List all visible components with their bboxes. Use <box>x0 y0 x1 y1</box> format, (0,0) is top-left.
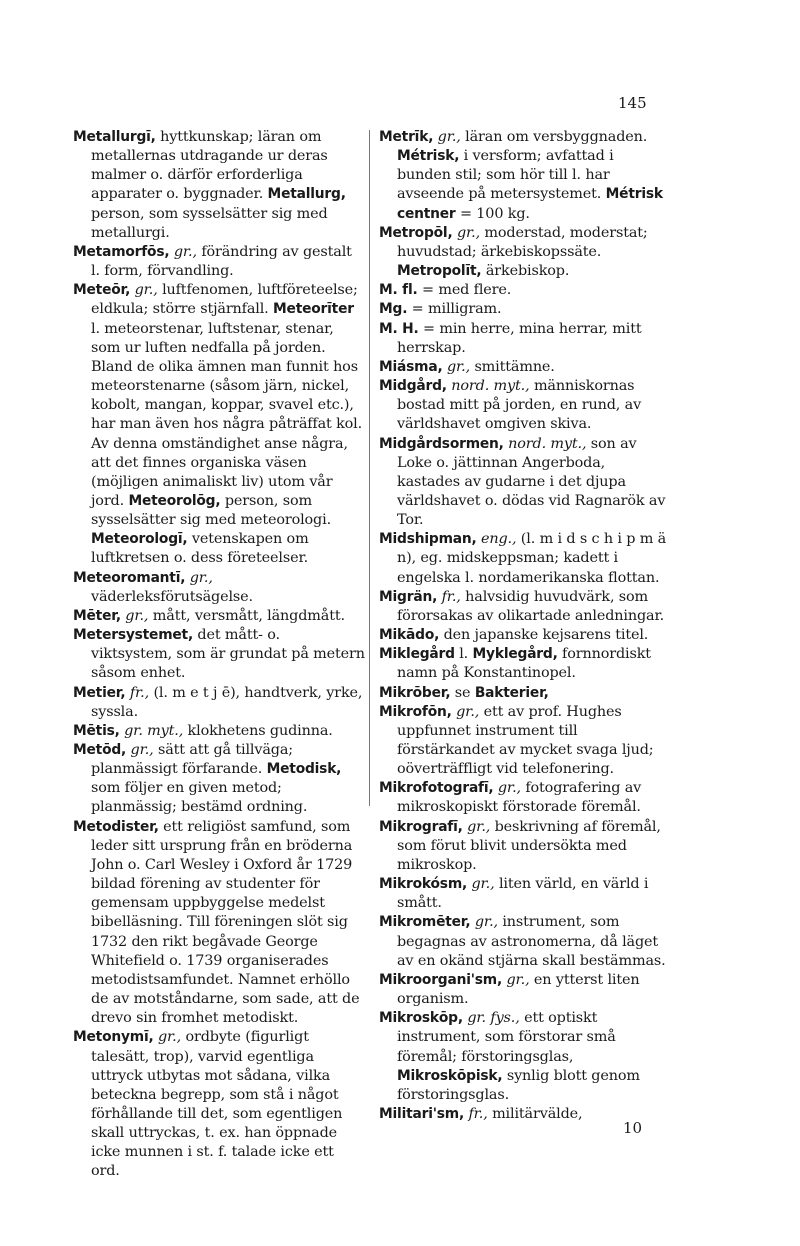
entry-subheadword: Bakterier, <box>474 684 549 701</box>
dictionary-entry <box>379 875 669 913</box>
dictionary-entry <box>73 281 365 568</box>
dictionary-entry <box>379 1009 669 1105</box>
dictionary-entry <box>379 626 669 645</box>
entry-headword: Mikrokósm, <box>379 876 468 893</box>
dictionary-entry <box>73 243 365 281</box>
entry-headword: M. H. <box>379 320 419 337</box>
dictionary-entry <box>73 1028 365 1181</box>
dictionary-entry <box>379 224 669 281</box>
entry-subdefinition: person, som sysselsätter sig med meteorologi. <box>91 492 332 529</box>
dictionary-entry <box>73 818 365 1029</box>
entry-definition: läran om versbyggnaden. <box>460 129 648 145</box>
dictionary-entry <box>73 569 365 607</box>
entry-subheadword: Mikroskōpisk, <box>397 1067 503 1084</box>
entry-origin: gr., <box>125 607 149 624</box>
entry-origin: gr., <box>497 780 521 797</box>
entry-headword: M. fl. <box>379 282 418 299</box>
left-column <box>73 128 365 1182</box>
entry-definition: son av Loke o. jättinnan Angerboda, kastades av gudarne i det djupa världshavet o. dödas vid Ragnarök av Tor. <box>397 435 666 529</box>
entry-headword: Miklegård <box>379 646 455 663</box>
entry-definition: ordbyte (figurligt talesätt, trop), varvid egentliga uttryck utbytas mot sådana, vilka beteckna begrepp, som stå i något förhållande till det, som egentligen skall uttryckas, t. ex. han öppnade icke munnen i st. f. talade icke ett ord. <box>91 1029 343 1180</box>
entry-subheadword: Metallurg, <box>267 186 346 203</box>
entry-definition: l. <box>454 646 473 663</box>
entry-definition: = min herre, mina herrar, mitt herrskap. <box>397 320 642 356</box>
entry-origin: gr., <box>157 1029 182 1046</box>
entry-subdefinition: som följer en given metod; planmässig; bestämd ordning. <box>91 780 308 816</box>
entry-origin: gr., <box>134 282 158 299</box>
entry-headword: Migrän, <box>379 588 438 605</box>
entry-headword: Meteōr, <box>73 282 131 299</box>
entry-headword: Mg. <box>379 301 408 318</box>
entry-origin: gr. myt., <box>124 722 184 739</box>
dictionary-entry <box>379 971 669 1009</box>
entry-headword: Metallurgī, <box>73 129 156 145</box>
entry-subdefinition: synlig blott genom förstoringsglas. <box>397 1067 640 1103</box>
entry-headword: Metōd, <box>73 742 127 758</box>
entry-origin: gr., <box>467 818 491 835</box>
entry-origin: fr., <box>129 684 150 701</box>
entry-definition: moderstad, moderstat; huvudstad; ärkebiskopssäte. <box>397 224 648 260</box>
dictionary-entry <box>379 645 669 683</box>
dictionary-entry <box>379 358 669 377</box>
entry-origin: gr., <box>471 876 495 893</box>
entry-definition: ett optiskt instrument, som förstorar små föremål; förstoringsglas, <box>397 1010 616 1065</box>
dictionary-entry <box>73 607 365 626</box>
entry-headword: Metropōl, <box>379 224 453 241</box>
entry-origin: eng., <box>480 531 517 548</box>
entry-definition: halvsidig huvudvärk, som förorsakas av olikartade anledningar. <box>397 588 665 624</box>
entry-definition: = milligram. <box>407 301 502 318</box>
entry-headword: Midgård, <box>379 378 447 395</box>
entry-definition: klokhetens gudinna. <box>183 722 333 739</box>
entry-headword: Mikroorgani'sm, <box>379 971 502 988</box>
entry-headword: Metier, <box>73 684 126 701</box>
dictionary-entry <box>379 281 669 300</box>
entry-definition: förändring av gestalt l. form, förvandling. <box>91 243 352 280</box>
entry-definition: (l. m e t j ē), handtverk, yrke, syssla. <box>91 684 363 720</box>
dictionary-entry <box>73 128 365 243</box>
entry-origin: gr., <box>173 243 197 260</box>
entry-subheadword: Métrisk, <box>397 148 460 165</box>
entry-headword: Metamorfōs, <box>73 243 170 260</box>
entry-definition: hyttkunskap; läran om metallernas utdragande ur deras malmer o. därför erforderliga apparater o. byggnader. <box>91 129 328 203</box>
entry-origin: fr., <box>468 1105 488 1122</box>
entry-headword: Mikromēter, <box>379 914 471 931</box>
entry-definition: ett religiöst samfund, som leder sitt ursprung från en bröderna John o. Carl Wesley i Oxford år 1729 bildad förening av studenter för gemensam uppbyggelse medelst bibelläsning. Till föreningen slöt sig 1732 den rikt begåvade George Whitefield o. 1739 organiserades metodistsamfundet. Namnet erhöllo de av motståndarne, som sade, att de drevo sin fromhet metodiskt. <box>91 818 360 1027</box>
dictionary-entry <box>379 779 669 817</box>
entry-subheadword: Métrisk centner <box>397 186 663 222</box>
entry-definition: = med flere. <box>417 282 512 299</box>
entry-definition: en ytterst liten organism. <box>397 971 640 1008</box>
entry-headword: Metodister, <box>73 818 159 835</box>
entry-definition: den japanske kejsarens titel. <box>439 627 649 644</box>
entry-origin: gr., <box>130 742 154 758</box>
entry-headword: Mētis, <box>73 722 120 739</box>
entry-headword: Mikrografī, <box>379 818 463 835</box>
dictionary-entry <box>379 530 669 587</box>
entry-definition: (l. m i d s c h i p m ä n), eg. midskeppsman; kadett i engelska l. nordamerikanska flottan. <box>397 531 667 586</box>
entry-origin: fr., <box>441 588 461 605</box>
entry-definition: människornas bostad mitt på jorden, en rund, av världshavet omgiven skiva. <box>397 378 642 433</box>
entry-definition: liten värld, en värld i smått. <box>397 876 649 912</box>
entry-subdefinition: l. meteorstenar, luftstenar, stenar, som ur luften nedfalla på jorden. Bland de olika ämnen man funnit hos meteorstenarne (såsom järn, nickel, kobolt, mangan, koppar, svavel etc.), har man även hos några påträffat kol. Av denna omständighet anse några, att det finnes organiska väsen (möjligen animaliskt liv) utom vår jord. <box>91 320 363 509</box>
dictionary-entry <box>379 435 669 531</box>
entry-origin: nord. myt., <box>508 435 587 452</box>
dictionary-entry <box>379 588 669 626</box>
entry-subdefinition: i versform; avfattad i bunden stil; som hör till l. har avseende på metersystemet. <box>397 148 614 203</box>
dictionary-entry <box>379 128 669 224</box>
entry-headword: Midgårdsormen, <box>379 435 504 452</box>
entry-headword: Mikrofotografī, <box>379 780 494 797</box>
dictionary-entry <box>73 741 365 818</box>
entry-origin: gr., <box>474 914 498 931</box>
dictionary-entry <box>379 818 669 875</box>
entry-headword: Metonymī, <box>73 1029 154 1046</box>
entry-origin: gr., <box>189 569 213 586</box>
entry-subdefinition: = 100 kg. <box>455 205 530 222</box>
entry-definition: luftfenomen, luftföreteelse; eldkula; större stjärnfall. <box>91 282 358 318</box>
entry-definition: se <box>450 684 475 701</box>
right-column <box>379 128 669 1124</box>
entry-subheadword: Metropolīt, <box>397 263 482 280</box>
entry-definition: beskrivning af föremål, som förut blivit undersökta med mikroskop. <box>397 818 661 873</box>
entry-definition: det mått- o. viktsystem, som är grundat på metern såsom enhet. <box>91 627 365 682</box>
dictionary-entry <box>379 703 669 780</box>
entry-definition: mått, versmått, längdmått. <box>148 607 345 624</box>
entry-headword: Mikroskōp, <box>379 1010 463 1027</box>
column-divider <box>369 130 370 806</box>
entry-origin: gr., <box>437 129 461 145</box>
entry-headword: Miásma, <box>379 358 443 375</box>
dictionary-entry <box>379 913 669 970</box>
entry-subheadword: Meteorīter <box>273 301 354 318</box>
entry-origin: gr., <box>456 703 480 720</box>
entry-definition: militärvälde, <box>487 1105 583 1122</box>
entry-headword: Militari'sm, <box>379 1105 465 1122</box>
entry-definition: instrument, som begagnas av astronomerna, då läget av en okänd stjärna skall bestämmas. <box>397 914 666 969</box>
entry-subheadword: Metodisk, <box>266 761 342 778</box>
entry-definition: smittämne. <box>470 358 555 375</box>
page-number: 145 <box>618 94 647 112</box>
dictionary-entry <box>73 626 365 683</box>
entry-subdefinition: vetenskapen om luftkretsen o. dess företeelser. <box>91 531 309 567</box>
dictionary-entry <box>379 300 669 319</box>
entry-subheadword: Meteorologī, <box>91 531 188 548</box>
entry-origin: gr., <box>446 358 471 375</box>
entry-subheadword: Myklegård, <box>472 646 558 663</box>
dictionary-entry <box>73 684 365 722</box>
entry-headword: Mikādo, <box>379 627 440 644</box>
entry-origin: gr., <box>456 224 480 241</box>
entry-subheadword: Meteorolōg, <box>128 492 221 509</box>
dictionary-entry <box>73 722 365 741</box>
entry-subdefinition: ärkebiskop. <box>481 263 570 280</box>
entry-origin: nord. myt., <box>451 378 530 395</box>
entry-headword: Mēter, <box>73 607 121 624</box>
entry-origin: gr., <box>506 971 530 988</box>
entry-origin: gr. fys., <box>467 1010 520 1027</box>
entry-definition: fotografering av mikroskopiskt förstorade föremål. <box>397 780 642 816</box>
entry-subdefinition: fornnordiskt namn på Konstantinopel. <box>397 646 651 682</box>
entry-subdefinition: person, som sysselsätter sig med metallurgi. <box>91 205 328 241</box>
entry-headword: Mikrofōn, <box>379 703 452 720</box>
entry-definition: väderleksförutsägelse. <box>91 588 253 605</box>
entry-headword: Meteoromantī, <box>73 569 186 586</box>
entry-definition: ett av prof. Hughes uppfunnet instrument till förstärkandet av mycket svaga ljud; oöverträffligt vid telefonering. <box>397 703 654 778</box>
entry-headword: Metersystemet, <box>73 627 193 644</box>
dictionary-entry <box>379 320 669 358</box>
signature-mark: 10 <box>623 1119 643 1137</box>
entry-definition: sätt att gå tillväga; planmässigt förfarande. <box>91 742 293 778</box>
entry-headword: Midshipman, <box>379 531 477 548</box>
dictionary-entry <box>379 684 669 703</box>
entry-headword: Mikrōber, <box>379 684 451 701</box>
entry-headword: Metrīk, <box>379 129 434 145</box>
dictionary-entry <box>379 377 669 434</box>
